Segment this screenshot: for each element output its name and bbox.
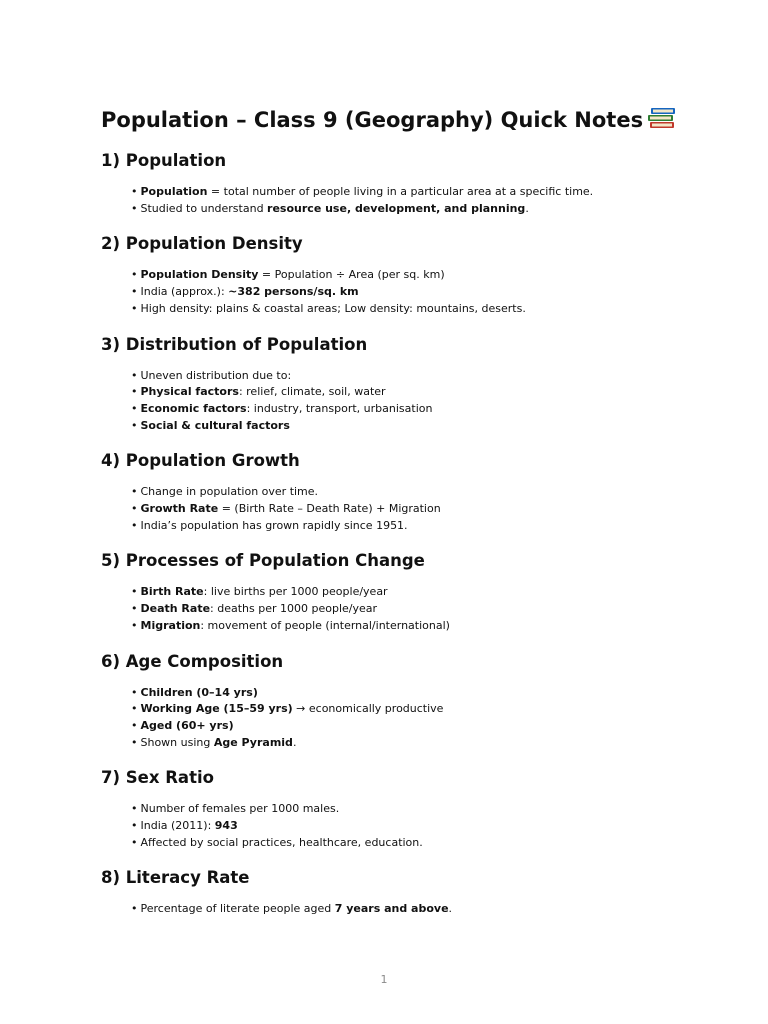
bullet: • [131,285,138,299]
section [101,766,721,851]
list-item [131,685,721,702]
list-item [131,418,721,435]
bold-text: Death Rate [140,602,211,616]
section-heading: 6) Age Composition [101,651,284,671]
list-item [131,484,721,501]
section-heading: 1) Population [101,151,227,170]
text: . [292,735,297,749]
list-item [131,835,721,852]
bullet-list [101,184,721,217]
list-item [131,201,721,218]
list-item [131,801,721,818]
bullet: • [131,485,138,499]
section [101,149,721,217]
text: Percentage of literate people aged [140,902,335,916]
text: High density: plains & coastal areas; Low density: mountains, deserts. [140,301,526,315]
list-item [131,735,721,752]
bold-text: Economic factors [140,401,247,415]
text: Shown using [140,735,214,749]
text: Affected by social practices, healthcare, education. [140,835,423,849]
list-item [131,618,721,635]
bold-text: Birth Rate [140,585,204,599]
bullet-list [101,901,721,918]
bold-text: Children (0–14 yrs) [140,685,258,699]
bullet-list [101,368,721,435]
section [101,549,721,634]
section-heading: 8) Literacy Rate [101,868,250,888]
text: Uneven distribution due to: [140,368,292,382]
list-item [131,184,721,201]
bullet: • [131,735,138,749]
page-title [101,104,721,138]
text: → economically productive [292,702,444,716]
section-heading: 7) Sex Ratio [101,768,214,788]
list-item [131,301,721,318]
page-title-text: Population – Class 9 (Geography) Quick Notes [101,108,644,132]
list-item [131,701,721,718]
bullet-list [101,685,721,752]
bold-text: resource use, development, and planning [267,201,526,215]
bullet: • [131,502,138,516]
bullet-list [101,484,721,534]
list-item [131,718,721,735]
bold-text: Age Pyramid [213,735,293,749]
bullet: • [131,418,138,432]
list-item [131,518,721,535]
section-heading: 4) Population Growth [101,451,300,471]
section-heading: 3) Distribution of Population [101,334,368,354]
bullet: • [131,835,138,849]
bullet-list [101,584,721,634]
section [101,866,721,918]
section [101,449,721,534]
bold-text: Migration [140,618,201,632]
list-item [131,384,721,401]
bullet: • [131,685,138,699]
list-item [131,368,721,385]
text: . [525,201,529,215]
list-item [131,284,721,301]
page-number: 1 [380,973,388,986]
list-item [131,501,721,518]
list-item [131,401,721,418]
bold-text: 7 years and above [334,902,449,916]
text: : industry, transport, urbanisation [246,401,433,415]
bullet: • [131,819,138,833]
bullet: • [131,385,138,399]
text: : movement of people (internal/international) [200,618,450,632]
section-heading: 5) Processes of Population Change [101,551,425,571]
bold-text: Social & cultural factors [140,418,290,432]
document-page [101,104,721,918]
bold-text: Working Age (15–59 yrs) [140,702,293,716]
bold-text: Physical factors [140,385,239,399]
text: Studied to understand [140,201,268,215]
text: India (2011): [140,819,215,833]
bullet: • [131,201,138,215]
books-icon [647,104,677,138]
bullet: • [131,618,138,632]
bullet-list [101,267,721,317]
bold-text: Population Density [140,268,259,282]
text: = total number of people living in a particular area at a specific time. [207,185,594,198]
section [101,232,721,317]
text: . [448,902,453,916]
bullet: • [131,368,138,382]
text: : deaths per 1000 people/year [210,602,378,616]
bullet: • [131,518,138,532]
section-heading: 2) Population Density [101,234,303,254]
text: India (approx.): [140,285,229,299]
list-item [131,267,721,284]
list-item [131,901,721,918]
text: = Population ÷ Area (per sq. km) [258,268,445,282]
text: India’s population has grown rapidly since 1951. [140,518,408,532]
bold-text: Growth Rate [140,502,219,516]
bold-text: 943 [214,819,238,833]
notes-sections [101,149,721,918]
section [101,650,721,752]
text: : live births per 1000 people/year [203,585,388,599]
bullet: • [131,902,138,916]
bullet: • [131,268,138,282]
bullet: • [131,301,138,315]
bullet: • [131,718,138,732]
list-item [131,601,721,618]
bold-text: Population [140,185,208,198]
list-item [131,818,721,835]
text: : relief, climate, soil, water [238,385,386,399]
section [101,333,721,435]
bullet-list [101,801,721,851]
bullet: • [131,602,138,616]
bullet: • [131,401,138,415]
bullet: • [131,185,138,198]
bold-text: ~382 persons/sq. km [228,285,359,299]
text: Number of females per 1000 males. [140,802,340,816]
text: = (Birth Rate – Death Rate) + Migration [218,502,441,516]
bold-text: Aged (60+ yrs) [140,718,234,732]
bullet: • [131,585,138,599]
bullet: • [131,802,138,816]
list-item [131,584,721,601]
text: Change in population over time. [140,485,319,499]
bullet: • [131,702,138,716]
